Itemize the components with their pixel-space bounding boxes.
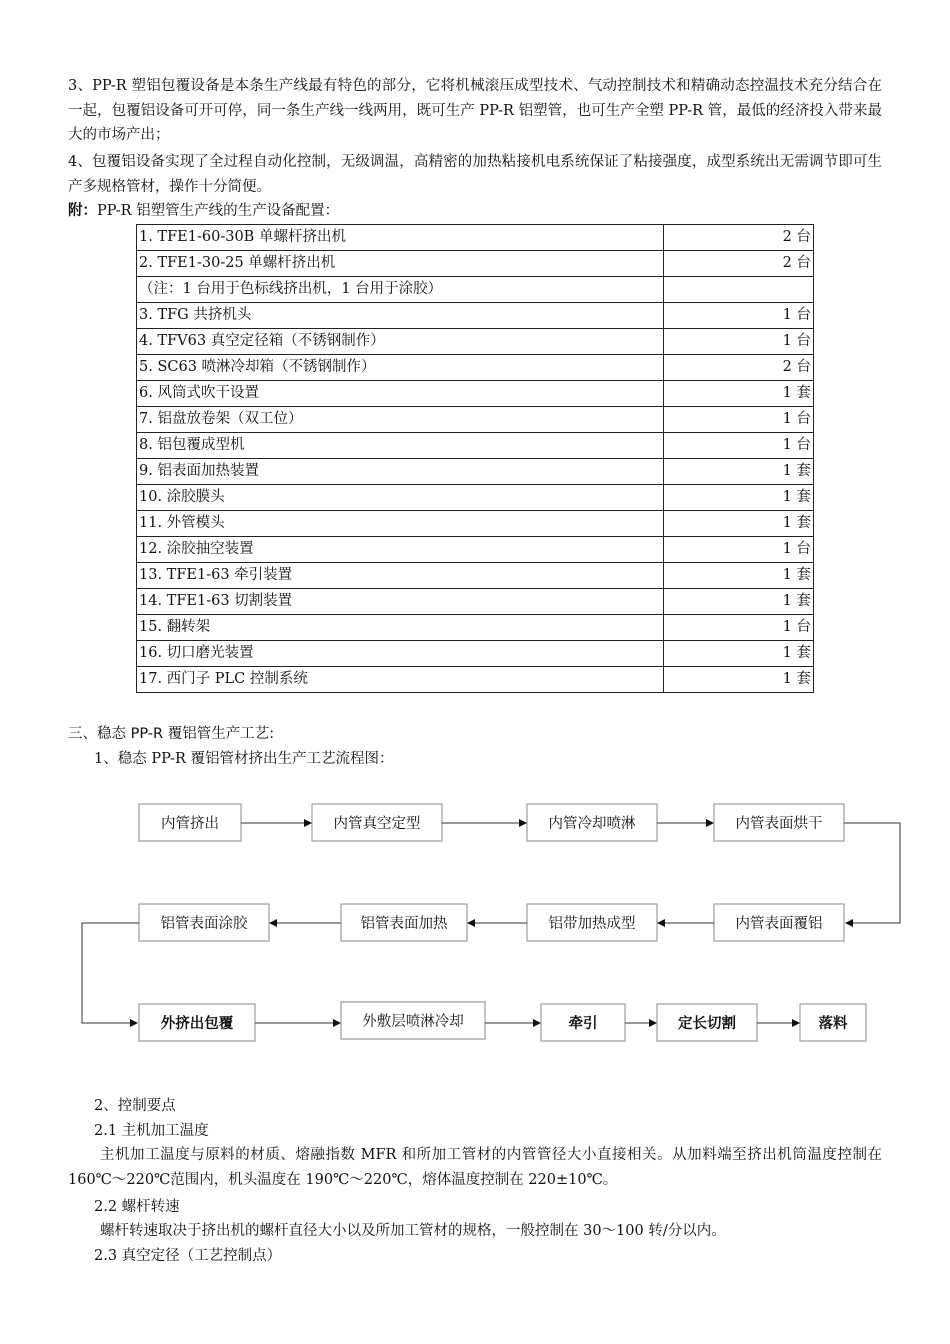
appendix-text: PP-R 铝塑管生产线的生产设备配置： bbox=[97, 203, 340, 219]
flow-label-aluminum-covering: 内管表面覆铝 bbox=[735, 916, 823, 932]
flow-label-surface-drying: 内管表面烘干 bbox=[735, 816, 823, 832]
section-2-2-body: 螺杆转速取决于挤出机的螺杆直径大小以及所加工管材的规格，一般控制在 30～100 转/分以内。 bbox=[100, 1223, 726, 1239]
control-points-heading: 2、控制要点 bbox=[94, 1098, 176, 1114]
flow-label-strip-forming: 铝带加热成型 bbox=[548, 916, 636, 932]
equipment-quantity: 2 台 bbox=[664, 355, 814, 381]
section-2-1-title: 2.1 主机加工温度 bbox=[94, 1123, 209, 1139]
table-row bbox=[137, 355, 814, 381]
flow-label-haul-off: 牵引 bbox=[568, 1016, 598, 1032]
table-row bbox=[137, 251, 814, 277]
flow-label-cooling-spray: 内管冷却喷淋 bbox=[548, 816, 636, 832]
equipment-table bbox=[136, 224, 814, 693]
equipment-name: 13. TFE1-63 牵引装置 bbox=[137, 563, 664, 589]
flow-label-outer-extrusion: 外挤出包覆 bbox=[160, 1016, 234, 1032]
equipment-quantity: 1 套 bbox=[664, 641, 814, 667]
equipment-quantity: 1 套 bbox=[664, 667, 814, 693]
flow-label-inner-extrusion: 内管挤出 bbox=[161, 816, 219, 832]
equipment-quantity: 1 台 bbox=[664, 615, 814, 641]
equipment-quantity: 1 套 bbox=[664, 459, 814, 485]
section-2-3-title: 2.3 真空定径（工艺控制点） bbox=[94, 1248, 282, 1264]
flow-label-aluminum-heating: 铝管表面加热 bbox=[360, 916, 448, 932]
equipment-quantity bbox=[664, 277, 814, 303]
table-row bbox=[137, 381, 814, 407]
equipment-name: （注：1 台用于色标线挤出机，1 台用于涂胶） bbox=[137, 277, 664, 303]
table-row bbox=[137, 667, 814, 693]
equipment-name: 11. 外管模头 bbox=[137, 511, 664, 537]
table-row bbox=[137, 277, 814, 303]
paragraph-3: 3、PP-R 塑铝包覆设备是本条生产线最有特色的部分，它将机械滚压成型技术、气动控制技术和精确动态控温技术充分结合在一起，包覆铝设备可开可停，同一条生产线一线两用，既可生产 PP-R 铝塑管，也可生产全塑 PP-R 管，最低的经济投入带来最大的市场产出； bbox=[68, 78, 882, 143]
appendix-label: 附： bbox=[68, 203, 97, 219]
process-flowchart bbox=[0, 780, 950, 1070]
equipment-quantity: 1 台 bbox=[664, 303, 814, 329]
equipment-quantity: 1 台 bbox=[664, 433, 814, 459]
equipment-name: 15. 翻转架 bbox=[137, 615, 664, 641]
equipment-name: 9. 铝表面加热装置 bbox=[137, 459, 664, 485]
equipment-quantity: 1 台 bbox=[664, 407, 814, 433]
section-3-heading: 三、稳态 PP-R 覆铝管生产工艺: bbox=[68, 726, 275, 742]
equipment-name: 10. 涂胶膜头 bbox=[137, 485, 664, 511]
table-row bbox=[137, 615, 814, 641]
equipment-name: 2. TFE1-30-25 单螺杆挤出机 bbox=[137, 251, 664, 277]
table-row bbox=[137, 589, 814, 615]
table-row bbox=[137, 459, 814, 485]
appendix-title bbox=[68, 200, 339, 222]
equipment-name: 7. 铝盘放卷架（双工位） bbox=[137, 407, 664, 433]
flow-arrow bbox=[844, 823, 900, 923]
table-row bbox=[137, 303, 814, 329]
flow-label-outer-cooling: 外敷层喷淋冷却 bbox=[362, 1014, 464, 1030]
equipment-name: 5. SC63 喷淋冷却箱（不锈钢制作） bbox=[137, 355, 664, 381]
equipment-quantity: 2 台 bbox=[664, 251, 814, 277]
equipment-quantity: 1 套 bbox=[664, 485, 814, 511]
table-row bbox=[137, 537, 814, 563]
flowchart-caption: 1、稳态 PP-R 覆铝管材挤出生产工艺流程图： bbox=[94, 751, 394, 767]
equipment-name: 8. 铝包覆成型机 bbox=[137, 433, 664, 459]
flow-label-unloading: 落料 bbox=[818, 1016, 848, 1032]
equipment-quantity: 1 套 bbox=[664, 589, 814, 615]
equipment-quantity: 1 套 bbox=[664, 381, 814, 407]
paragraph-4: 4、包覆铝设备实现了全过程自动化控制，无级调温，高精密的加热粘接机电系统保证了粘接强度，成型系统出无需调节即可生产多规格管材，操作十分简便。 bbox=[68, 154, 882, 195]
equipment-quantity: 1 台 bbox=[664, 537, 814, 563]
section-2-1-body: 主机加工温度与原料的材质、熔融指数 MFR 和所加工管材的内管管径大小直接相关。从加料端至挤出机筒温度控制在 160℃～220℃范围内，机头温度在 190℃～220℃，熔体温度控制在 220±10℃。 bbox=[68, 1147, 882, 1188]
table-row bbox=[137, 563, 814, 589]
equipment-name: 14. TFE1-63 切割装置 bbox=[137, 589, 664, 615]
table-row bbox=[137, 641, 814, 667]
table-row bbox=[137, 407, 814, 433]
equipment-quantity: 1 台 bbox=[664, 329, 814, 355]
equipment-name: 6. 风筒式吹干设置 bbox=[137, 381, 664, 407]
flow-label-glue-coating: 铝管表面涂胶 bbox=[160, 916, 248, 932]
equipment-name: 12. 涂胶抽空装置 bbox=[137, 537, 664, 563]
table-row bbox=[137, 433, 814, 459]
equipment-name: 17. 西门子 PLC 控制系统 bbox=[137, 667, 664, 693]
flow-label-cutting: 定长切割 bbox=[678, 1016, 736, 1032]
equipment-name: 16. 切口磨光装置 bbox=[137, 641, 664, 667]
table-row bbox=[137, 485, 814, 511]
equipment-quantity: 2 台 bbox=[664, 225, 814, 251]
equipment-name: 4. TFV63 真空定径箱（不锈钢制作） bbox=[137, 329, 664, 355]
flow-arrow bbox=[82, 923, 139, 1023]
table-row bbox=[137, 225, 814, 251]
section-2-2-title: 2.2 螺杆转速 bbox=[94, 1199, 180, 1215]
equipment-quantity: 1 套 bbox=[664, 511, 814, 537]
equipment-quantity: 1 套 bbox=[664, 563, 814, 589]
equipment-name: 1. TFE1-60-30B 单螺杆挤出机 bbox=[137, 225, 664, 251]
table-row bbox=[137, 511, 814, 537]
flow-label-vacuum-sizing: 内管真空定型 bbox=[333, 816, 421, 832]
equipment-name: 3. TFG 共挤机头 bbox=[137, 303, 664, 329]
table-row bbox=[137, 329, 814, 355]
